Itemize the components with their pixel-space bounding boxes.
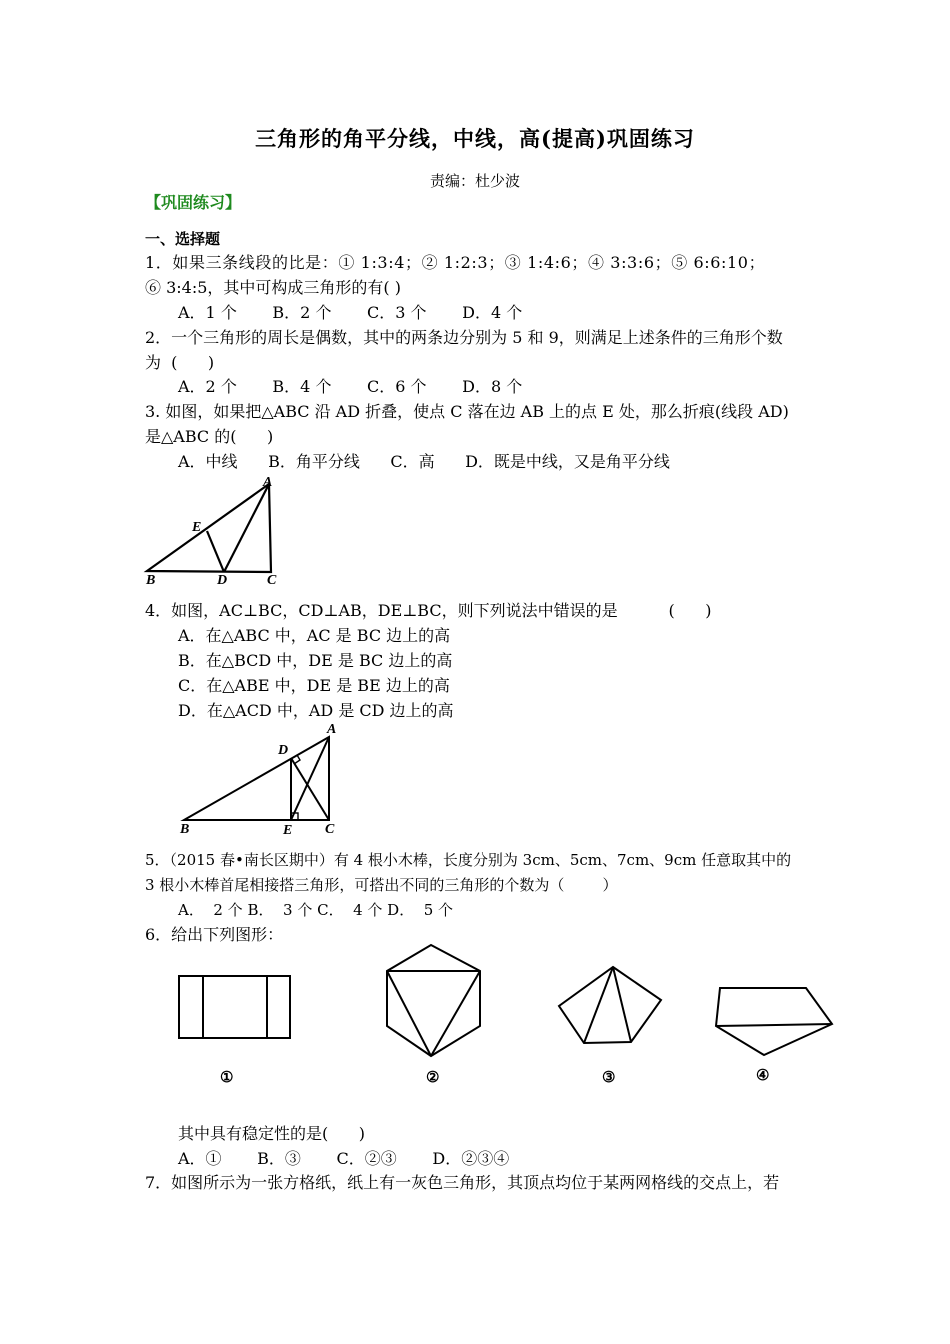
page-title: 三角形的角平分线，中线，高(提高)巩固练习 [255,126,695,151]
q6-figure-1 [175,968,295,1088]
q4-option-c: C．在△ABE 中，DE 是 BE 边上的高 [178,676,450,695]
q1-line2: ⑥ 3:4:5，其中可构成三角形的有( ) [145,278,401,297]
q6-num-1: ① [220,1070,234,1086]
q4-label-e: E [283,823,293,838]
q3-figure [140,472,290,587]
q6-figure-3 [555,962,670,1088]
q5-line2: 3 根小木棒首尾相接搭三角形，可搭出不同的三角形的个数为（ ） [145,876,618,894]
q4-option-d: D．在△ACD 中，AD 是 CD 边上的高 [178,701,454,720]
q4-label-a: A [327,722,337,737]
q5-line1: 5．（2015 春•南长区期中）有 4 根小木棒，长度分别为 3cm、5cm、7cm、9cm 任意取其中的 [145,851,792,869]
q4-label-b: B [180,822,190,837]
q4-option-a: A．在△ABC 中，AC 是 BC 边上的高 [178,626,451,645]
q4-line1: 4．如图，AC⊥BC，CD⊥AB，DE⊥BC，则下列说法中错误的是 ( ) [145,601,712,620]
q3-options: A．中线 B．角平分线 C．高 D．既是中线，又是角平分线 [178,452,670,471]
q2-line2: 为 ( ) [145,353,215,372]
part-heading: 一、选择题 [145,230,221,248]
q6-num-3: ③ [602,1070,616,1086]
editor-line: 责编：杜少波 [429,172,520,190]
q3-line2: 是△ABC 的( ) [145,427,274,446]
q3-label-e: E [192,520,202,535]
q6-line1: 6．给出下列图形： [145,925,284,944]
q6-figure-4 [712,980,842,1088]
q3-line1: 3. 如图，如果把△ABC 沿 AD 折叠，使点 C 落在边 AB 上的点 E 处，那么折痕(线段 AD) [145,402,789,421]
q1-line1: 1．如果三条线段的比是：① 1:3:4；② 1:2:3；③ 1:4:6；④ 3:3:6；⑤ 6:6:10； [145,253,766,272]
q2-line1: 2．一个三角形的周长是偶数，其中的两条边分别为 5 和 9，则满足上述条件的三角形个数 [145,328,783,347]
q6-stem: 其中具有稳定性的是( ) [178,1124,366,1143]
q4-label-d: D [278,743,289,758]
q4-option-b: B．在△BCD 中，DE 是 BC 边上的高 [178,651,453,670]
q5-options: A． 2 个 B． 3 个 C． 4 个 D． 5 个 [178,901,454,919]
q6-num-2: ② [426,1070,440,1086]
q6-num-4: ④ [756,1068,770,1084]
q4-figure [175,720,350,838]
q2-options: A．2 个 B．4 个 C．6 个 D．8 个 [178,377,523,396]
q6-figure-2 [380,940,490,1088]
q3-label-a: A [263,475,273,490]
q7-line1: 7．如图所示为一张方格纸，纸上有一灰色三角形，其顶点均位于某两网格线的交点上，若 [145,1173,780,1192]
q3-label-d: D [217,573,228,588]
section-header: 【巩固练习】 [145,193,242,212]
q3-label-b: B [146,573,156,588]
q1-options: A．1 个 B．2 个 C．3 个 D．4 个 [178,303,523,322]
q4-label-c: C [325,822,335,837]
q3-label-c: C [267,573,277,588]
q6-options: A．① B．③ C．②③ D．②③④ [178,1149,510,1168]
